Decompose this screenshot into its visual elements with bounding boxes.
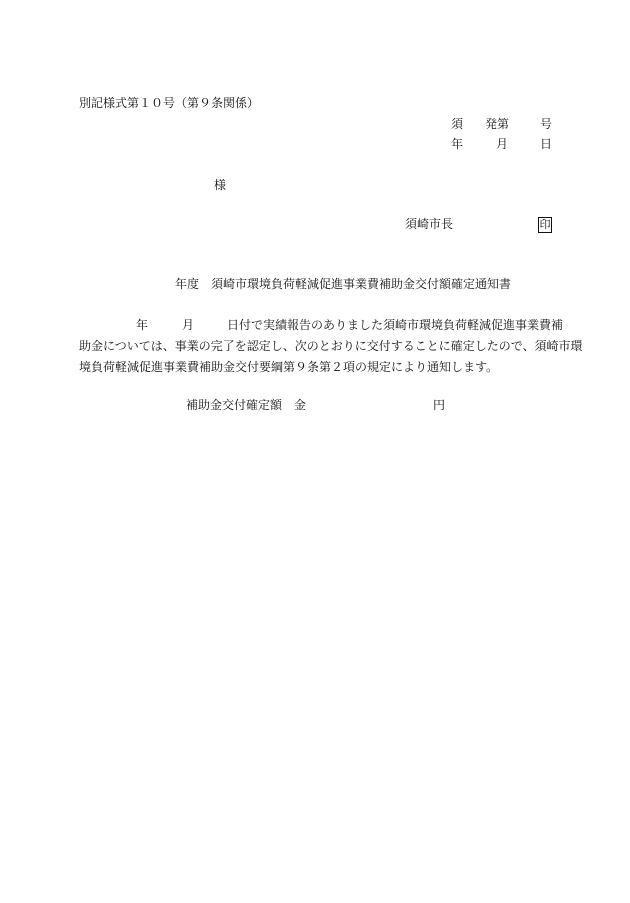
body-paragraph (79, 318, 583, 382)
body-line-3 (79, 361, 551, 382)
document-date (451, 138, 551, 152)
seal-mark: 印 (539, 218, 551, 231)
body-line-1-text: 日付で実績報告のありました須崎市環境負荷軽減促進事業費補 (227, 318, 564, 332)
body-year: 年 (136, 318, 149, 332)
issuer-name: 須崎市長 (405, 217, 454, 231)
document-number (451, 118, 551, 132)
form-label: 別記様式第１０号（第９条関係） (79, 96, 260, 110)
doc-number-prefix: 須 (451, 117, 464, 131)
addressee: 様 (214, 178, 227, 192)
body-line-2 (79, 339, 583, 361)
doc-date-month: 月 (496, 137, 509, 151)
doc-date-day: 日 (540, 137, 553, 151)
body-line-2-text: 助金については、事業の完了を認定し、次のとおりに交付することに確定したので、須崎市環 (79, 339, 583, 353)
doc-date-year: 年 (451, 137, 464, 151)
doc-number-middle: 発第 (485, 117, 510, 131)
issuer (405, 218, 551, 234)
amount-label: 補助金交付確定額 金 (186, 398, 307, 412)
amount-unit: 円 (433, 398, 446, 412)
body-line-3-text: 境負荷軽減促進事業費補助金交付要綱第９条第２項の規定により通知します。 (79, 360, 499, 374)
doc-number-suffix: 号 (540, 117, 553, 131)
body-month: 月 (182, 318, 195, 332)
document-title: 年度 須崎市環境負荷軽減促進事業費補助金交付額確定通知書 (175, 277, 512, 291)
amount-line (186, 399, 446, 413)
body-line-1 (79, 318, 564, 340)
